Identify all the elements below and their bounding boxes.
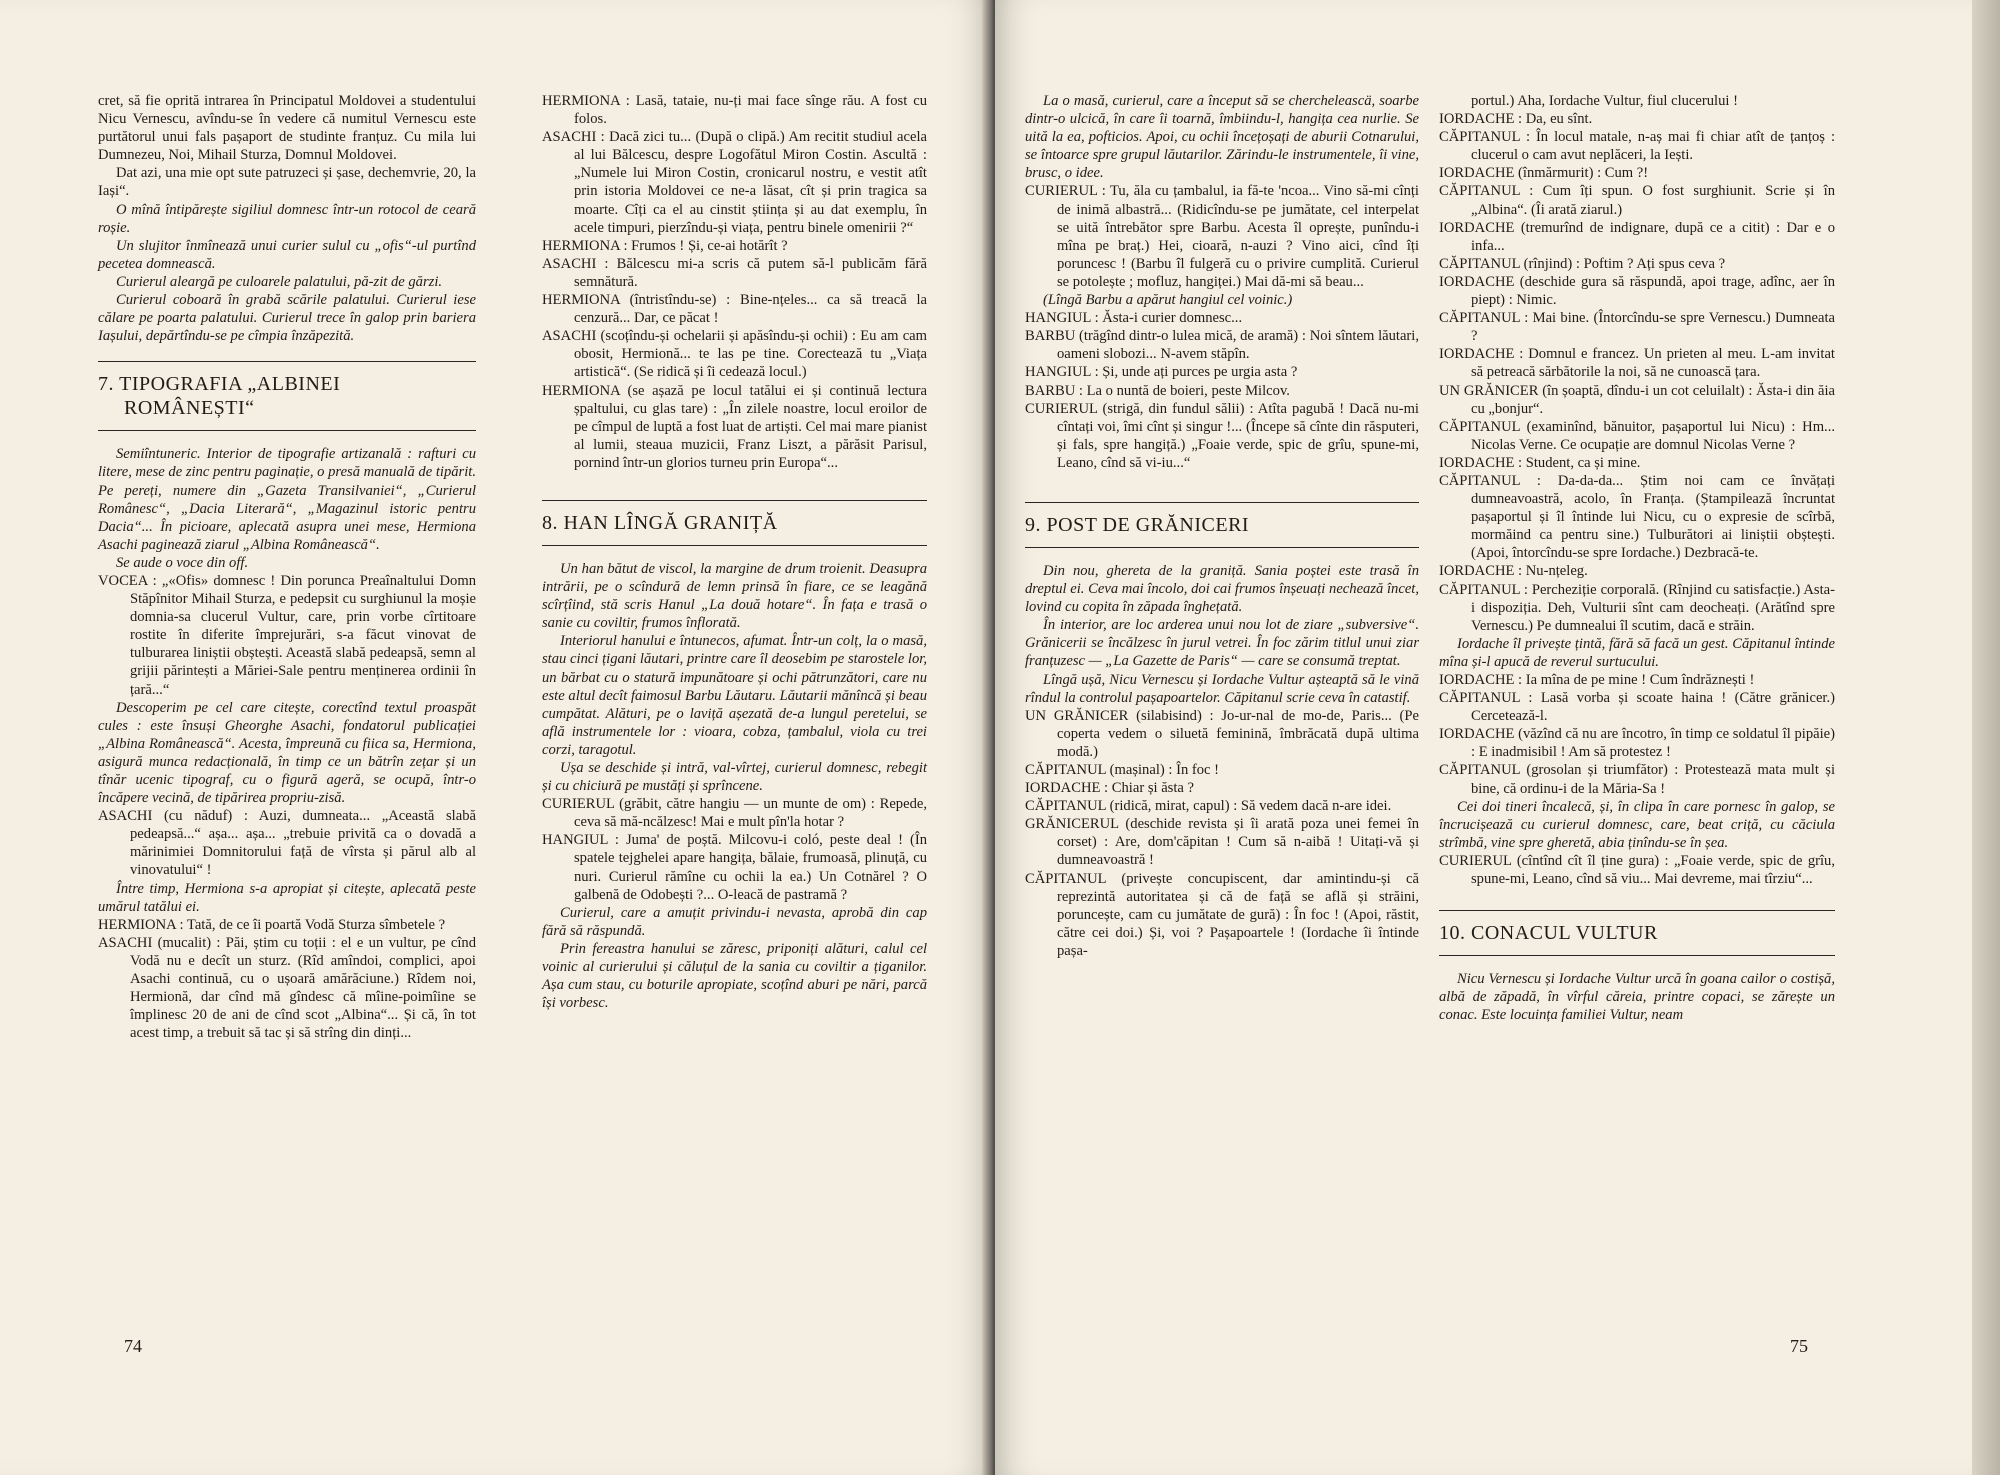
- dialogue-line: HERMIONA : Lasă, tataie, nu-ți mai face sînge rău. A fost cu folos.: [542, 93, 927, 128]
- dialogue-line: UN GRĂNICER (silabisind) : Jo-ur-nal de mo-de, Paris... (Pe coperta vedem o siluetă feminină, îmbrăcată după ultima modă.): [1025, 707, 1419, 760]
- dialogue-line: CĂPITANUL (rînjind) : Poftim ? Ați spus ceva ?: [1439, 255, 1726, 272]
- section-title: ROMÂNEȘTI“: [124, 397, 255, 420]
- right-column-1: [1025, 92, 1419, 960]
- right-column-2: [1439, 92, 1835, 1024]
- left-column-2: [542, 92, 927, 1012]
- stage-direction: Semiîntuneric. Interior de tipografie artizanală : rafturi cu litere, mese de zinc pentru paginație, o presă manuală de tipărit. Pe pereți, numere din „Gazeta Transilvaniei“, „Curierul Românesc“, „Dacia Literară“, „Magazinul istoric pentru Dacia“... În picioare, aplecată asupra unei mese, Hermiona Asachi paginează ziarul „Albina Românească“.: [98, 446, 476, 553]
- dialogue-line: CURIERUL (grăbit, către hangiu — un munte de om) : Repede, ceva să mă-ncălzesc! Mai e mult pîn'la hotar ?: [542, 796, 927, 831]
- dialogue-line: ASACHI : Dacă zici tu... (După o clipă.) Am recitit studiul acela al lui Bălcescu, despre Logofătul Miron Costin. Ascultă : „Numele lui Miron Costin, cronicarul nostru, e vestit atît prin istoria Moldovei ce ne-a lăsat, cît și prin tragica sa moarte. Cîți ca el au cinstit știința și au dat exemplu, în acele timpuri, pierzîndu-și viața, pentru binele omenirii ?“: [542, 129, 927, 236]
- left-column-1: [98, 92, 476, 1042]
- section-heading-10: [1439, 910, 1835, 956]
- section-title: 8. HAN LÎNGĂ GRANIȚĂ: [542, 511, 778, 534]
- dialogue-line: IORDACHE : Student, ca și mine.: [1439, 454, 1641, 471]
- section-heading-7: [98, 361, 476, 431]
- dialogue-line: CĂPITANUL (privește concupiscent, dar amintindu-și că reprezintă autoritatea și că de față se află și străini, poruncește, cam cu jumătate de gură) : În foc ! (Apoi, răstit, către cei doi.) Și, voi ? Pașapoartele ! (Iordache îi întinde pașa-: [1025, 870, 1419, 959]
- right-page: [995, 0, 2000, 1475]
- dialogue-line: CĂPITANUL (mașinal) : În foc !: [1025, 762, 1220, 778]
- dialogue-line: CĂPITANUL : Lasă vorba și scoate haina ! (Către grănicer.) Cercetează-l.: [1439, 690, 1835, 725]
- stage-direction: Ușa se deschide și intră, val-vîrtej, curierul domnesc, rebegit și cu chiciură pe mustăți și sprîncene.: [542, 760, 927, 795]
- page-number-left: 74: [124, 1336, 142, 1356]
- stage-direction: Lîngă ușă, Nicu Vernescu și Iordache Vultur așteaptă să le vină rîndul la controlul pașapoartelor. Căpitanul scrie ceva în catastif.: [1025, 671, 1419, 706]
- dialogue-line: ASACHI (scoțîndu-și ochelarii și apăsîndu-și ochii) : Eu am cam obosit, Hermionă... te las pe tine. Corectează tu „Viața artistică“. (Se ridică și îi cedează locul.): [542, 328, 927, 381]
- dialogue-line: IORDACHE (înmărmurit) : Cum ?!: [1439, 165, 1649, 182]
- section-heading-8: [542, 500, 927, 546]
- stage-direction: Curierul aleargă pe culoarele palatului, pă-zit de gărzi.: [116, 273, 443, 290]
- dialogue-line: IORDACHE : Da, eu sînt.: [1439, 111, 1593, 128]
- dialogue-line: CURIERUL : Tu, ăla cu țambalul, ia fă-te 'ncoa... Vino să-mi cînți de inimă albastră... (Ridicîndu-se pe jumătate, cel interpelat se uită întrebător spre Barbu. Acesta îl oprește, punîndu-i mîna pe braț.) Hei, cioară, n-auzi ? Vino aici, cînd îți poruncesc ! (Barbu îl fulgeră cu o privire cumplită. Curierul se potolește ; mofluz, hangiței.) Mai dă-mi să beau...: [1025, 183, 1419, 290]
- stage-direction: Se aude o voce din off.: [116, 554, 249, 571]
- stage-direction: O mînă întipărește sigiliul domnesc într-un rotocol de ceară roșie.: [98, 201, 476, 236]
- dialogue-line: CĂPITANUL (examinînd, bănuitor, pașaportul lui Nicu) : Hm... Nicolas Verne. Ce ocupație are domnul Nicolas Verne ?: [1439, 418, 1835, 453]
- stage-direction: Cei doi tineri încalecă, și, în clipa în care pornesc în galop, se încrucișează cu curierul domnesc, care, beat criță, cu căciula strîmbă, vine spre gheretă, abia ținîndu-se în șea.: [1439, 798, 1835, 851]
- dialogue-line: BARBU : La o nuntă de boieri, peste Milcov.: [1025, 382, 1290, 399]
- section-heading-9: [1025, 502, 1419, 548]
- section-title: 10. CONACUL VULTUR: [1439, 922, 1658, 945]
- stage-direction: Din nou, ghereta de la graniță. Sania poștei este trasă în dreptul ei. Ceva mai încolo, doi cai frumos înșeuați nechează încet, lovind cu copita în zăpada înghețată.: [1025, 562, 1419, 616]
- dialogue-line: BARBU (trăgînd dintr-o lulea mică, de aramă) : Noi sîntem lăutari, oameni slobozi... N-avem stăpîn.: [1025, 328, 1419, 363]
- dialogue-line: IORDACHE : Domnul e francez. Un prieten al meu. L-am invitat să petreacă sărbătorile la noi, să ne cunoască țara.: [1439, 346, 1835, 381]
- dialogue-line: CĂPITANUL (ridică, mirat, capul) : Să vedem dacă n-are idei.: [1025, 798, 1392, 815]
- stage-direction: Între timp, Hermiona s-a apropiat și citește, aplecată peste umărul tatălui ei.: [98, 880, 476, 915]
- stage-direction: Prin fereastra hanului se zăresc, priponiți alături, calul cel voinic al curierului și căluțul de la sania cu coviltir a țiganilor. Așa cum stau, cu boturile apropiate, scoțînd aburi pe nări, parcă își vorbesc.: [542, 940, 927, 1012]
- stage-direction: Iordache îl privește țintă, fără să facă un gest. Căpitanul întinde mîna și-l apucă de reverul surtucului.: [1439, 635, 1835, 670]
- dialogue-line: HERMIONA : Tată, de ce îi poartă Vodă Sturza sîmbetele ?: [98, 916, 446, 933]
- dialogue-line: IORDACHE (văzînd că nu are încotro, în timp ce soldatul îl pipăie) : E inadmisibil ! Am să protestez !: [1439, 726, 1835, 761]
- page-number-right: 75: [1790, 1336, 1808, 1356]
- dialogue-line: ASACHI (mucalit) : Păi, știm cu toții : el e un vultur, pe cînd Vodă nu e decît un sturz. (Rîd amîndoi, complici, apoi Asachi continuă, cu o ușoară amărăciune.) Rîdem noi, Hermionă, dar cînd mă gîndesc că mîine-poimîine se împlinesc 20 de ani de cînd scot „Albina“... Și că, în tot acest timp, a trebuit să tac și să strîng din dinți...: [98, 934, 476, 1042]
- page-edge: [1972, 0, 2000, 1475]
- stage-direction: Nicu Vernescu și Iordache Vultur urcă în goana cailor o costișă, albă de zăpadă, în vîrful căreia, printre copaci, se zărește un conac. Este locuința familiei Vultur, neam: [1439, 971, 1835, 1024]
- dialogue-line: CURIERUL (strigă, din fundul sălii) : Atîta pagubă ! Dacă nu-mi cîntați voi, îmi cînt și singur !... (Începe să cînte din răsputeri, și fals, spre hangiță.) „Foaie verde, spic de grîu, spune-mi, Leano, cînd să vi-iu...“: [1025, 400, 1419, 471]
- stage-direction: Descoperim pe cel care citește, corectînd textul proaspăt cules : este însuși Gheorghe Asachi, fondatorul publicației „Albina Românească“. Acesta, împreună cu fiica sa, Hermiona, asigură munca redacțională, în timp ce un bătrîn zețar și un tînăr ucenic tipograf, cu o figură ageră, se ocupă, într-o încăpere vecină, de tipărirea propriu-zisă.: [98, 699, 476, 807]
- dialogue-line: ASACHI (cu năduf) : Auzi, dumneata... „Această slabă pedeapsă...“ așa... așa... „trebuie privită ca o dovadă a mărinimiei Domnitorului față de vîrsta și părul alb al vinovatului“ !: [98, 808, 476, 879]
- dialogue-line: IORDACHE (tremurînd de indignare, după ce a citit) : Dar e o infa...: [1439, 219, 1835, 254]
- dialogue-line: HERMIONA : Frumos ! Și, ce-ai hotărît ?: [542, 237, 788, 254]
- dialogue-line: IORDACHE (deschide gura să răspundă, apoi trage, adînc, aer în piept) : Nimic.: [1439, 273, 1835, 309]
- dialogue-line: HANGIUL : Juma' de poștă. Milcovu-i coló, peste deal ! (În spatele tejghelei apare hangița, bălaie, frumoasă, plinuță, cu nuri. Curierul rămîne cu ochii la ea.) Un Cotnărel ? O galbenă de Odobești ?... O-leacă de pastramă ?: [542, 832, 927, 903]
- dialogue-line: VOCEA : „«Ofis» domnesc ! Din porunca Preaînaltului Domn Stăpînitor Mihail Sturza, e pedepsit cu surghiunul la moșie domnia-sa clucerul Vultur, care, prin vorbe cîrtitoare rostite în diferite împrejurări, s-a făcut vinovat de tulburarea liniștii obștești. Această slabă pedeapsă, semn al grijii părintești a Măriei-Sale pentru menținerea ordinii în țară...“: [98, 572, 476, 698]
- stage-direction: Un slujitor înmînează unui curier sulul cu „ofis“-ul purtînd pecetea domnească.: [98, 237, 476, 272]
- stage-direction: (Lîngă Barbu a apărut hangiul cel voinic.): [1043, 292, 1293, 309]
- dialogue-line: HANGIUL : Ăsta-i curier domnesc...: [1025, 310, 1243, 327]
- dialogue-line: IORDACHE : Ia mîna de pe mine ! Cum îndrăznești !: [1439, 672, 1755, 688]
- dialogue-line: CĂPITANUL : Cum îți spun. O fost surghiunit. Scrie și în „Albina“. (Îi arată ziarul.): [1439, 183, 1835, 218]
- dialogue-line: HANGIUL : Și, unde ați purces pe urgia asta ?: [1025, 364, 1298, 381]
- dialogue-line: portul.) Aha, Iordache Vultur, fiul clucerului !: [1471, 93, 1738, 109]
- stage-direction: Curierul coboară în grabă scările palatului. Curierul iese călare pe poarta palatului. Curierul trece în galop prin bariera Iașului, depărtîndu-se pe cîmpia înzăpezită.: [98, 292, 476, 345]
- stage-direction: În interior, are loc arderea unui nou lot de ziare „subversive“. Grănicerii se încălzesc în jurul vetrei. În foc zărim titlul unui ziar franțuzesc — „La Gazette de Paris“ — care se consumă treptat.: [1025, 617, 1419, 670]
- dialogue-line: CĂPITANUL : Percheziție corporală. (Rînjind cu satisfacție.) Asta-i dispoziția. Deh, Vulturii sînt cam deocheați. (Arătînd spre Vernescu.) Pe dumnealui îl scutim, dacă e străin.: [1439, 581, 1835, 634]
- stage-direction: Un han bătut de viscol, la margine de drum troienit. Deasupra intrării, pe o scîndură de lemn prinsă în fiare, ce se leagănă scîrțîind, stă scris Hanul „La două hotare“. În fața e trasă o sanie cu coviltir, frumos înflorată.: [542, 560, 927, 632]
- stage-direction: La o masă, curierul, care a început să se chercheleascä, soarbe dintr-o ulcică, în care îi toarnă, îmbiindu-l, hangița cea nurlie. Se uită la ea, pofticios. Apoi, cu ochii încețoșați de aburii Cotnarului, se întoarce spre grupul lăutarilor. Zărindu-le instrumentele, îi vine, brusc, o idee.: [1025, 93, 1419, 182]
- section-title: 9. POST DE GRĂNICERI: [1025, 513, 1250, 536]
- paragraph: cret, să fie oprită intrarea în Principatul Moldovei a studentului Nicu Vernescu, avîndu-se în vedere că numitul Vernescu este purtătorul unui fals pașaport de studinte franțuz. Cu mila lui Dumnezeu, Noi, Mihail Sturza, Domnul Moldovei.: [98, 93, 476, 164]
- left-page: [0, 0, 990, 1475]
- dialogue-line: IORDACHE : Nu-nțeleg.: [1439, 563, 1588, 580]
- dialogue-line: CĂPITANUL : În locul matale, n-aș mai fi chiar atît de țanțoș : clucerul o cam avut neplăceri, la Iești.: [1439, 129, 1835, 164]
- dialogue-line: CĂPITANUL : Da-da-da... Știm noi cam ce învățați dumneavoastră, acolo, în Franța. (Ștampilează încruntat pașaportul și îl întinde lui Nicu, cu o expresie de scîrbă, mormăind ca pentru sine.) Tulburători ai liniștii obștești. (Apoi, întorcîndu-se spre Iordache.) Dezbracă-te.: [1439, 472, 1835, 562]
- section-title: 7. TIPOGRAFIA „ALBINEI: [98, 373, 341, 396]
- paragraph: Dat azi, una mie opt sute patruzeci și șase, dechemvrie, 20, la Iași“.: [98, 165, 476, 200]
- dialogue-line: UN GRĂNICER (în șoaptă, dîndu-i un cot celuilalt) : Ăsta-i din ăia cu „bonjur“.: [1439, 382, 1835, 417]
- dialogue-line: HERMIONA (întristîndu-se) : Bine-nțeles... ca să treacă la cenzură... Dar, ce păcat !: [542, 292, 927, 327]
- stage-direction: Interiorul hanului e întunecos, afumat. Într-un colț, la o masă, stau cinci țigani lăutari, printre care îl deosebim pe starostele lor, un bărbat cu o statură impunătoare și ochi pătrunzători, care nu este altul decît faimosul Barbu Lăutaru. Lăutarii mănîncă și beau cumpătat. Alături, pe o laviță așezată de-a lungul peretelui, se află instrumentele lor : vioara, cobza, țambalul, viola cu trei corzi, taragotul.: [542, 633, 927, 758]
- dialogue-line: HERMIONA (se așază pe locul tatălui ei și continuă lectura șpaltului, cu glas tare) : „În zilele noastre, locul eroilor de pe cîmpul de luptă a fost luat de artiști. Cel mai mare pianist al lumii, steaua muzicii, Franz Liszt, a părăsit Parisul, pornind într-un glorios turneu prin Europa“...: [542, 382, 927, 471]
- stage-direction: Curierul, care a amuțit privindu-i nevasta, aprobă din cap fără să răspundă.: [542, 904, 927, 939]
- dialogue-line: CĂPITANUL : Mai bine. (Întorcîndu-se spre Vernescu.) Dumneata ?: [1439, 310, 1835, 345]
- dialogue-line: CURIERUL (cîntînd cît îl ține gura) : „Foaie verde, spic de grîu, spune-mi, Leano, cînd să viu... Mai devreme, mai tîrziu“...: [1439, 852, 1835, 888]
- dialogue-line: CĂPITANUL (grosolan și triumfător) : Protestează mata mult și bine, că ordinu-i de la Măria-Sa !: [1439, 762, 1835, 797]
- dialogue-line: ASACHI : Bălcescu mi-a scris că putem să-l publicăm fără semnătură.: [542, 255, 927, 290]
- dialogue-line: GRĂNICERUL (deschide revista și îi arată poza unei femei în corset) : Are, dom'căpitan ! Cum să n-aibă ! Uitați-vă și dumneavoastră !: [1025, 816, 1419, 869]
- dialogue-line: IORDACHE : Chiar și ăsta ?: [1025, 780, 1195, 797]
